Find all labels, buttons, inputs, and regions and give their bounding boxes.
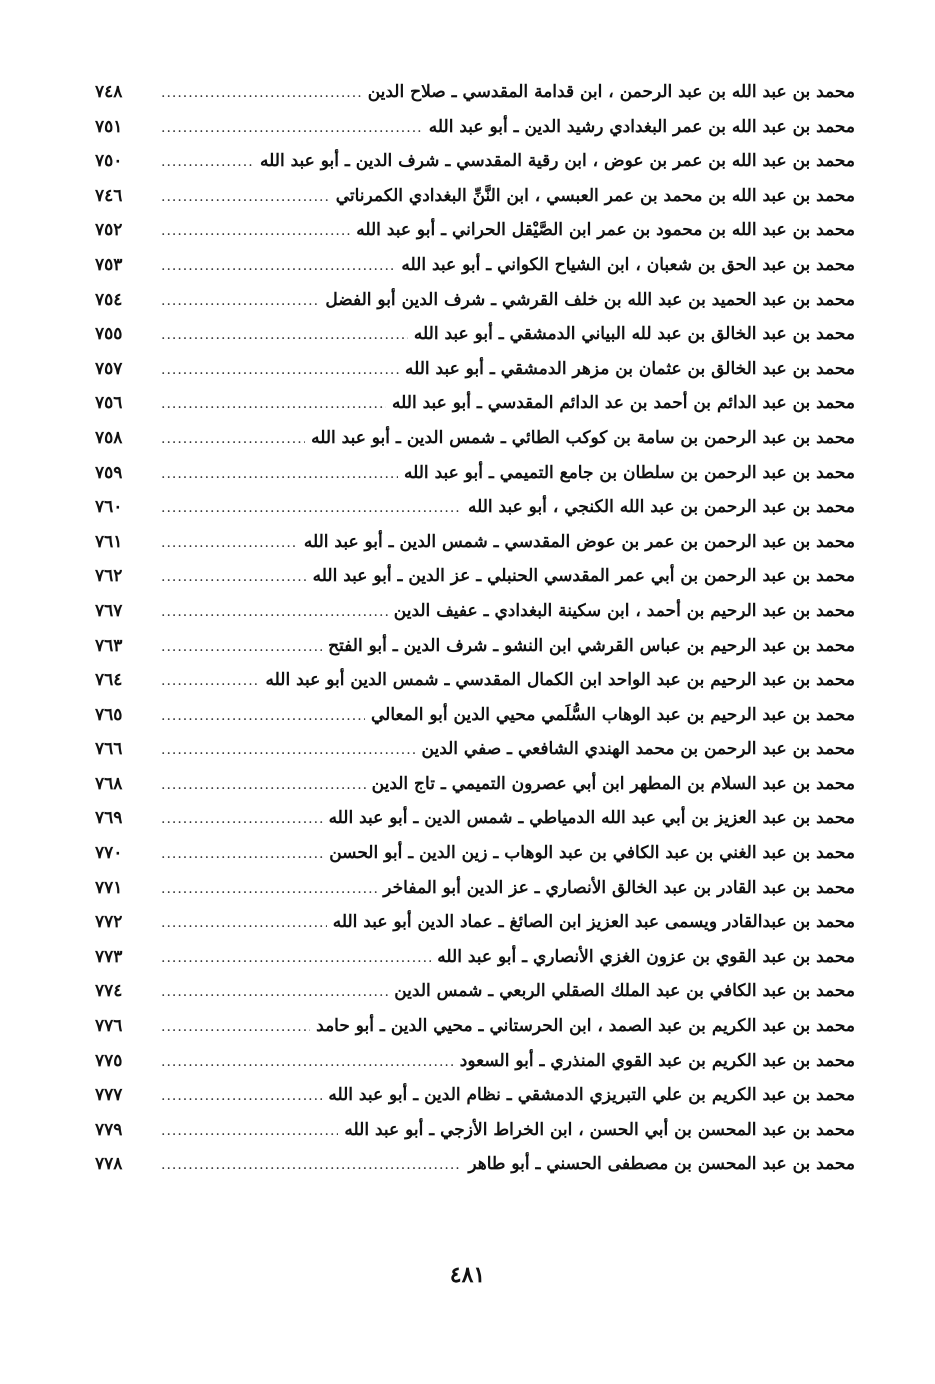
entry-name: محمد بن عبد الرحمن بن سلطان بن جامع التميمي ـ أبو عبد الله: [404, 462, 855, 483]
entry-name: محمد بن عبد الرحيم بن عبد الواحد ابن الكمال المقدسي ـ شمس الدين أبو عبد الله: [265, 670, 855, 691]
dot-leader: [161, 639, 322, 655]
entry-page-ref: ٧٧٨: [95, 1154, 123, 1175]
index-entry: [95, 739, 855, 774]
index-entry: [95, 359, 855, 394]
entry-name: محمد بن عبد الغني بن عبد الكافي بن عبد الوهاب ـ زين الدين ـ أبو الحسن: [329, 843, 855, 864]
index-entry: [95, 82, 855, 117]
entry-page-ref: ٧٥٦: [95, 393, 123, 414]
dot-leader: [161, 881, 377, 897]
dot-leader: [161, 258, 395, 274]
dot-leader: [161, 777, 366, 793]
entry-page-ref: ٧٦٨: [95, 773, 123, 794]
index-entry: [95, 1154, 855, 1189]
entry-page-ref: ٧٥١: [95, 116, 123, 137]
entry-page-ref: ٧٧٧: [95, 1085, 123, 1106]
dot-leader: [161, 189, 330, 205]
index-entry: [95, 117, 855, 152]
entry-page-ref: ٧٧٥: [95, 1050, 123, 1071]
entry-name: محمد بن عبد الحق بن شعبان ، ابن الشياح الكواني ـ أبو عبد الله: [401, 254, 855, 275]
entry-page-ref: ٧٦٧: [95, 600, 123, 621]
entry-page-ref: ٧٤٦: [95, 185, 123, 206]
entry-page-ref: ٧٦٦: [95, 739, 123, 760]
dot-leader: [161, 742, 416, 758]
dot-leader: [161, 984, 388, 1000]
index-entry: [95, 290, 855, 325]
index-entry: [95, 705, 855, 740]
entry-name: محمد بن عبد الرحيم بن عبد الوهاب السُّلَمي محيي الدين أبو المعالي: [370, 704, 855, 725]
entry-name: محمد بن عبد الرحمن بن عمر بن عوض المقدسي ـ شمس الدين ـ أبو عبد الله: [303, 531, 855, 552]
entry-name: محمد بن عبد الخالق بن عبد لله البياني الدمشقي ـ أبو عبد الله: [413, 324, 855, 345]
dot-leader: [161, 673, 260, 689]
dot-leader: [161, 950, 431, 966]
entry-name: محمد بن عبد الرحمن بن سامة بن كوكب الطائي ـ شمس الدين ـ أبو عبد الله: [311, 427, 855, 448]
dot-leader: [161, 708, 365, 724]
dot-leader: [161, 500, 462, 516]
dot-leader: [161, 1157, 462, 1173]
dot-leader: [161, 85, 362, 101]
index-entry: [95, 532, 855, 567]
index-entry: [95, 220, 855, 255]
entry-name: محمد بن عبد الله بن محمود بن عمر ابن الصَّيْقل الحراني ـ أبو عبد الله: [356, 220, 855, 241]
entry-name: محمد بن عبد الرحمن بن أبي عمر المقدسي الحنبلي ـ عز الدين ـ أبو عبد الله: [312, 566, 855, 587]
entry-page-ref: ٧٥٥: [95, 324, 123, 345]
entry-page-ref: ٧٧٦: [95, 1016, 123, 1037]
index-list: [95, 82, 855, 1189]
entry-page-ref: ٧٦٣: [95, 635, 123, 656]
index-entry: [95, 947, 855, 982]
dot-leader: [161, 915, 327, 931]
entry-page-ref: ٧٥٠: [95, 151, 123, 172]
entry-name: محمد بن عبد الكريم بن علي التبريزي الدمشقي ـ نظام الدين ـ أبو عبد الله: [328, 1085, 855, 1106]
dot-leader: [161, 604, 388, 620]
dot-leader: [161, 811, 323, 827]
index-entry: [95, 566, 855, 601]
entry-name: محمد بن عبد الدائم بن أحمد بن عد الدائم المقدسي ـ أبو عبد الله: [392, 393, 855, 414]
dot-leader: [161, 362, 399, 378]
dot-leader: [161, 1054, 454, 1070]
entry-name: محمد بن عبد الرحيم بن أحمد ، ابن سكينة البغدادي ـ عفيف الدين: [393, 600, 855, 621]
dot-leader: [161, 327, 408, 343]
index-entry: [95, 151, 855, 186]
dot-leader: [161, 120, 423, 136]
entry-page-ref: ٧٧٣: [95, 946, 123, 967]
entry-page-ref: ٧٥٨: [95, 427, 123, 448]
index-entry: [95, 324, 855, 359]
index-entry: [95, 670, 855, 705]
index-entry: [95, 1120, 855, 1155]
entry-name: محمد بن عبد الكافي بن عبد الملك الصقلي الربعي ـ شمس الدين: [394, 981, 855, 1002]
entry-page-ref: ٧٦٥: [95, 704, 123, 725]
index-entry: [95, 601, 855, 636]
entry-name: محمد بن عبد القوي بن عزون الغزي الأنصاري ـ أبو عبد الله: [437, 946, 855, 967]
entry-page-ref: ٧٦١: [95, 531, 123, 552]
dot-leader: [161, 1123, 338, 1139]
entry-name: محمد بن عبد السلام بن المطهر ابن أبي عصرون التميمي ـ تاج الدين: [371, 773, 855, 794]
dot-leader: [161, 569, 307, 585]
dot-leader: [161, 466, 398, 482]
index-entry: [95, 981, 855, 1016]
entry-page-ref: ٧٦٢: [95, 566, 123, 587]
dot-leader: [161, 293, 319, 309]
dot-leader: [161, 431, 305, 447]
index-entry: [95, 878, 855, 913]
entry-page-ref: ٧٧٩: [95, 1119, 123, 1140]
entry-page-ref: ٧٥٣: [95, 254, 123, 275]
entry-page-ref: ٧٥٧: [95, 358, 123, 379]
entry-page-ref: ٧٧٢: [95, 912, 123, 933]
entry-name: محمد بن عبد الرحمن بن محمد الهندي الشافعي ـ صفي الدين: [421, 739, 855, 760]
index-entry: [95, 1085, 855, 1120]
dot-leader: [161, 1088, 322, 1104]
entry-page-ref: ٧٧٤: [95, 981, 123, 1002]
entry-page-ref: ٧٧٠: [95, 843, 123, 864]
entry-name: محمد بن عبد المحسن بن أبي الحسن ، ابن الخراط الأزجي ـ أبو عبد الله: [344, 1119, 855, 1140]
entry-name: محمد بن عبد الرحيم بن عباس القرشي ابن النشو ـ شرف الدين ـ أبو الفتح: [328, 635, 855, 656]
index-entry: [95, 1016, 855, 1051]
entry-name: محمد بن عبد الله بن محمد بن عمر العبسي ، ابن النَّنِّ البغدادي الكمرناتي: [335, 185, 855, 206]
entry-name: محمد بن عبدالقادر ويسمى عبد العزيز ابن الصائغ ـ عماد الدين أبو عبد الله: [332, 912, 855, 933]
entry-page-ref: ٧٥٢: [95, 220, 123, 241]
index-entry: [95, 393, 855, 428]
dot-leader: [161, 535, 298, 551]
index-entry: [95, 636, 855, 671]
index-entry: [95, 843, 855, 878]
dot-leader: [161, 154, 254, 170]
index-entry: [95, 497, 855, 532]
entry-name: محمد بن عبد القادر بن عبد الخالق الأنصاري ـ عز الدين أبو المفاخر: [383, 877, 855, 898]
dot-leader: [161, 396, 386, 412]
entry-name: محمد بن عبد الرحمن بن عبد الله الكنجي ، أبو عبد الله: [467, 497, 855, 518]
entry-page-ref: ٧٧١: [95, 877, 123, 898]
index-entry: [95, 1051, 855, 1086]
entry-page-ref: ٧٤٨: [95, 82, 123, 102]
entry-name: محمد بن عبد الله بن عمر بن عوض ، ابن رقية المقدسي ـ شرف الدين ـ أبو عبد الله: [260, 151, 855, 172]
index-entry: [95, 428, 855, 463]
entry-page-ref: ٧٦٩: [95, 808, 123, 829]
index-entry: [95, 808, 855, 843]
entry-page-ref: ٧٥٤: [95, 289, 123, 310]
entry-name: محمد بن عبد الله بن عبد الرحمن ، ابن قدامة المقدسي ـ صلاح الدين: [367, 82, 855, 102]
page-number: ٤٨١: [449, 1262, 486, 1288]
dot-leader: [161, 846, 323, 862]
entry-page-ref: ٧٦٤: [95, 670, 123, 691]
index-entry: [95, 774, 855, 809]
entry-page-ref: ٧٥٩: [95, 462, 123, 483]
entry-name: محمد بن عبد الله بن عمر البغدادي رشيد الدين ـ أبو عبد الله: [428, 116, 855, 137]
entry-name: محمد بن عبد الخالق بن عثمان بن مزهر الدمشقي ـ أبو عبد الله: [404, 358, 855, 379]
entry-page-ref: ٧٦٠: [95, 497, 123, 518]
entry-name: محمد بن عبد العزيز بن أبي عبد الله الدمياطي ـ شمس الدين ـ أبو عبد الله: [328, 808, 855, 829]
entry-name: محمد بن عبد الكريم بن عبد القوي المنذري ـ أبو السعود: [459, 1050, 855, 1071]
entry-name: محمد بن عبد الحميد بن عبد الله بن خلف القرشي ـ شرف الدين أبو الفضل: [325, 289, 855, 310]
index-entry: [95, 255, 855, 290]
dot-leader: [161, 1019, 310, 1035]
entry-name: محمد بن عبد المحسن بن مصطفى الحسني ـ أبو طاهر: [468, 1154, 855, 1175]
index-entry: [95, 186, 855, 221]
dot-leader: [161, 223, 350, 239]
index-entry: [95, 463, 855, 498]
index-entry: [95, 912, 855, 947]
entry-name: محمد بن عبد الكريم بن عبد الصمد ، ابن الحرستاني ـ محيي الدين ـ أبو حامد: [316, 1016, 855, 1037]
